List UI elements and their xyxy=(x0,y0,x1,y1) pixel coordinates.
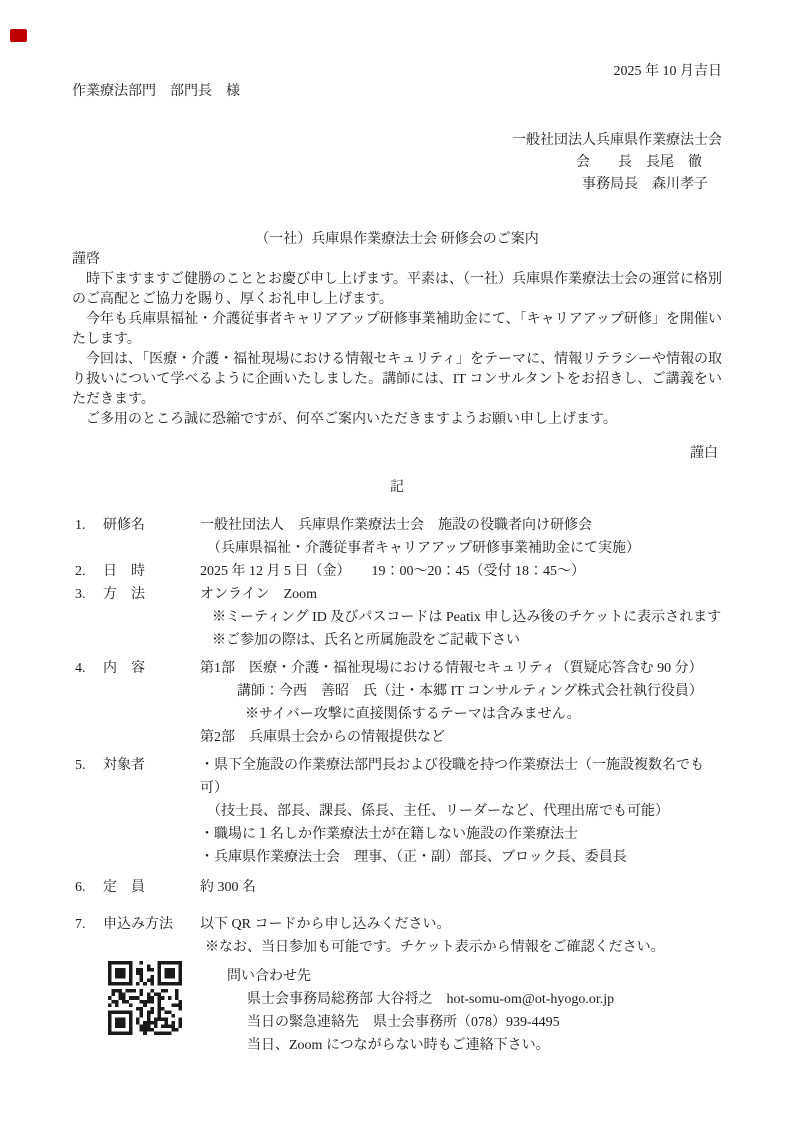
contact-heading: 問い合わせ先 xyxy=(227,969,311,984)
page-title: （一社）兵庫県作業療法士会 研修会のご案内 xyxy=(255,232,539,247)
item-line: 約 300 名 xyxy=(200,880,256,895)
detail-list xyxy=(72,514,722,959)
list-item-capacity xyxy=(72,876,722,899)
item-label: 申込み方法 xyxy=(103,917,173,932)
document-date: 2025 年 10 月吉日 xyxy=(613,64,722,79)
item-content xyxy=(200,876,722,899)
item-number: 1. xyxy=(75,518,86,533)
item-line: 第2部 兵庫県士会からの情報提供など xyxy=(200,730,445,745)
letter-body xyxy=(72,270,722,430)
item-content xyxy=(200,514,722,560)
item-label: 内 容 xyxy=(103,661,145,676)
item-number: 2. xyxy=(75,564,86,579)
recipient-line: 作業療法部門 部門長 様 xyxy=(72,84,240,99)
list-item-training-name xyxy=(72,514,722,560)
item-label: 方 法 xyxy=(103,587,145,602)
list-item-datetime xyxy=(72,560,722,583)
sender-secretary: 事務局長 森川孝子 xyxy=(582,177,708,192)
item-line: 第1部 医療・介護・福祉現場における情報セキュリティ（質疑応答含む 90 分） xyxy=(200,661,703,676)
item-label: 日 時 xyxy=(103,564,145,579)
item-number: 6. xyxy=(75,880,86,895)
paragraph: 今年も兵庫県福祉・介護従事者キャリアアップ研修事業補助金にて、「キャリアアップ研修」を開催いたします。 xyxy=(72,312,722,347)
contact-email-line: 県士会事務局総務部 大谷将之 hot-somu-om@ot-hyogo.or.jp xyxy=(247,992,615,1007)
item-content xyxy=(200,913,722,959)
item-content xyxy=(200,657,722,749)
item-label: 定 員 xyxy=(103,880,145,895)
item-line: ※ミーティング ID 及びパスコードは Peatix 申し込み後のチケットに表示されます xyxy=(212,610,722,625)
item-line: ※ご参加の際は、氏名と所属施設をご記載下さい xyxy=(212,633,520,648)
item-line: ※なお、当日参加も可能です。チケット表示から情報をご確認ください。 xyxy=(205,940,665,955)
item-line: ・職場に１名しか作業療法士が在籍しない施設の作業療法士 xyxy=(200,827,578,842)
item-line: ・兵庫県作業療法士会 理事、（正・副）部長、ブロック長、委員長 xyxy=(200,850,627,865)
item-number: 3. xyxy=(75,587,86,602)
item-label: 研修名 xyxy=(103,518,145,533)
item-line: （技士長、部長、課長、係長、主任、リーダーなど、代理出席でも可能） xyxy=(207,804,669,819)
item-line: 一般社団法人 兵庫県作業療法士会 施設の役職者向け研修会 xyxy=(200,518,592,533)
list-item-audience xyxy=(72,754,722,869)
contact-block xyxy=(227,965,614,1057)
paragraph: 今回は、「医療・介護・福祉現場における情報セキュリティ」をテーマに、情報リテラシーや情報の取り扱いについて学べるように企画いたしました。講師には、IT コンサルタントをお招きし、ご講義をいただきます。 xyxy=(72,352,722,407)
paragraph: ご多用のところ誠に恐縮ですが、何卒ご案内いただきますようお願い申し上げます。 xyxy=(86,412,617,427)
salutation: 謹啓 xyxy=(72,252,100,267)
item-content xyxy=(200,560,722,583)
comment-annotation-icon xyxy=(10,29,27,42)
list-item-method xyxy=(72,583,722,652)
item-number: 7. xyxy=(75,917,86,932)
item-content xyxy=(200,754,722,869)
record-marker: 記 xyxy=(390,480,404,495)
contact-phone-line: 当日の緊急連絡先 県士会事務所（078）939-4495 xyxy=(247,1015,560,1030)
item-line: オンライン Zoom xyxy=(200,587,318,602)
list-item-contents xyxy=(72,657,722,749)
item-label: 対象者 xyxy=(103,758,145,773)
sender-block xyxy=(72,130,722,196)
closing-word: 謹白 xyxy=(690,446,718,461)
item-line: 2025 年 12 月 5 日（金） 19：00～20：45（受付 18：45～） xyxy=(200,564,585,579)
item-number: 4. xyxy=(75,661,86,676)
item-content xyxy=(200,583,722,652)
paragraph: 時下ますますご健勝のこととお慶び申し上げます。平素は、（一社）兵庫県作業療法士会の運営に格別のご高配とご協力を賜り、厚くお礼申し上げます。 xyxy=(72,272,722,307)
contact-note-line: 当日、Zoom につながらない時もご連絡下さい。 xyxy=(247,1038,550,1053)
item-line: （兵庫県福祉・介護従事者キャリアアップ研修事業補助金にて実施） xyxy=(207,541,641,556)
sender-president: 会 長 長尾 徹 xyxy=(576,155,702,170)
item-line: ※サイバー攻撃に直接関係するテーマは含みません。 xyxy=(245,707,581,722)
sender-org: 一般社団法人兵庫県作業療法士会 xyxy=(512,133,722,148)
list-item-application xyxy=(72,913,722,959)
contact-section xyxy=(72,965,722,1057)
qr-code xyxy=(108,961,182,1035)
item-number: 5. xyxy=(75,758,86,773)
item-line: 講師：今西 善昭 氏（辻・本郷 IT コンサルティング株式会社執行役員） xyxy=(237,684,703,699)
item-line: ・県下全施設の作業療法部門長および役職を持つ作業療法士（一施設複数名でも可） xyxy=(200,758,704,796)
item-line: 以下 QR コードから申し込みください。 xyxy=(200,917,451,932)
